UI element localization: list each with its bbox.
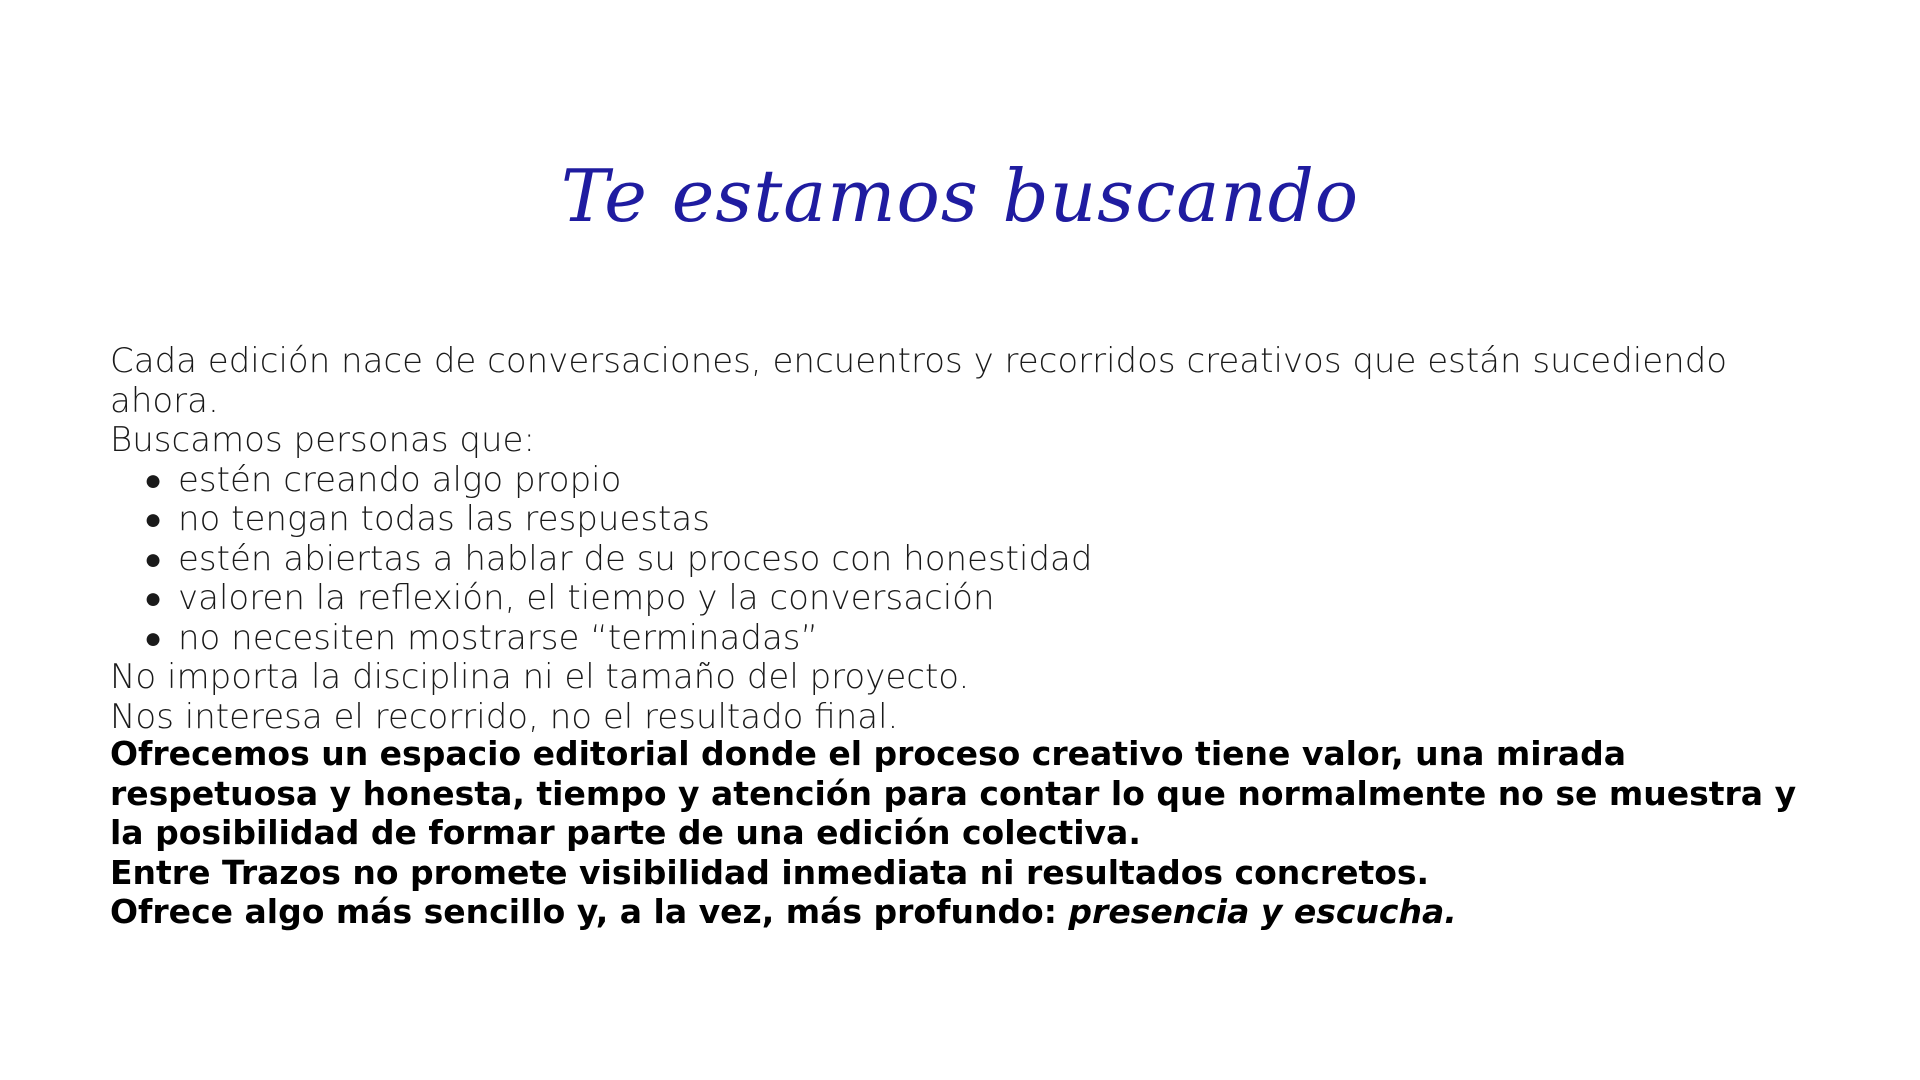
list-item-text: estén abiertas a hablar de su proceso con honestidad <box>178 538 1093 579</box>
offer-line-3 <box>110 892 1830 932</box>
list-item <box>144 459 1830 501</box>
intro-line-1: Cada edición nace de conversaciones, encuentros y recorridos creativos que están sucediendo ahora. <box>110 341 1728 421</box>
closing-line-2: Nos interesa el recorrido, no el resultado final. <box>110 696 899 737</box>
offer-line-3-prefix: Ofrece algo más sencillo y, a la vez, más profundo: <box>110 892 1069 931</box>
intro-section <box>110 342 1830 737</box>
offer-section <box>110 734 1830 932</box>
list-item <box>144 617 1830 659</box>
list-item-text: no tengan todas las respuestas <box>178 499 710 539</box>
list-item <box>144 538 1830 580</box>
list-item-text: no necesiten mostrarse “terminadas” <box>178 617 819 658</box>
list-item <box>144 499 1830 540</box>
offer-paragraph: Ofrecemos un espacio editorial donde el proceso creativo tiene valor, una mirada respetuosa y honesta, tiempo y atención para contar lo que normalmente no se muestra y la posibilidad de formar parte de una edición colectiva. <box>110 734 1797 852</box>
offer-emphasis: presencia y escucha. <box>1068 892 1457 931</box>
offer-line-2: Entre Trazos no promete visibilidad inmediata ni resultados concretos. <box>110 852 1430 892</box>
bullet-icon: ● <box>144 502 163 537</box>
list-item-text: valoren la reflexión, el tiempo y la conversación <box>178 578 995 618</box>
criteria-list <box>110 461 1830 659</box>
closing-line-1: No importa la disciplina ni el tamaño del proyecto. <box>110 657 970 697</box>
bullet-icon: ● <box>144 581 163 616</box>
list-item <box>144 578 1830 619</box>
page-title: Te estamos buscando <box>560 154 1360 238</box>
intro-line-2: Buscamos personas que: <box>110 420 535 460</box>
bullet-icon: ● <box>144 462 163 498</box>
bullet-icon: ● <box>144 620 163 656</box>
bullet-icon: ● <box>144 541 163 577</box>
list-item-text: estén creando algo propio <box>178 459 622 500</box>
